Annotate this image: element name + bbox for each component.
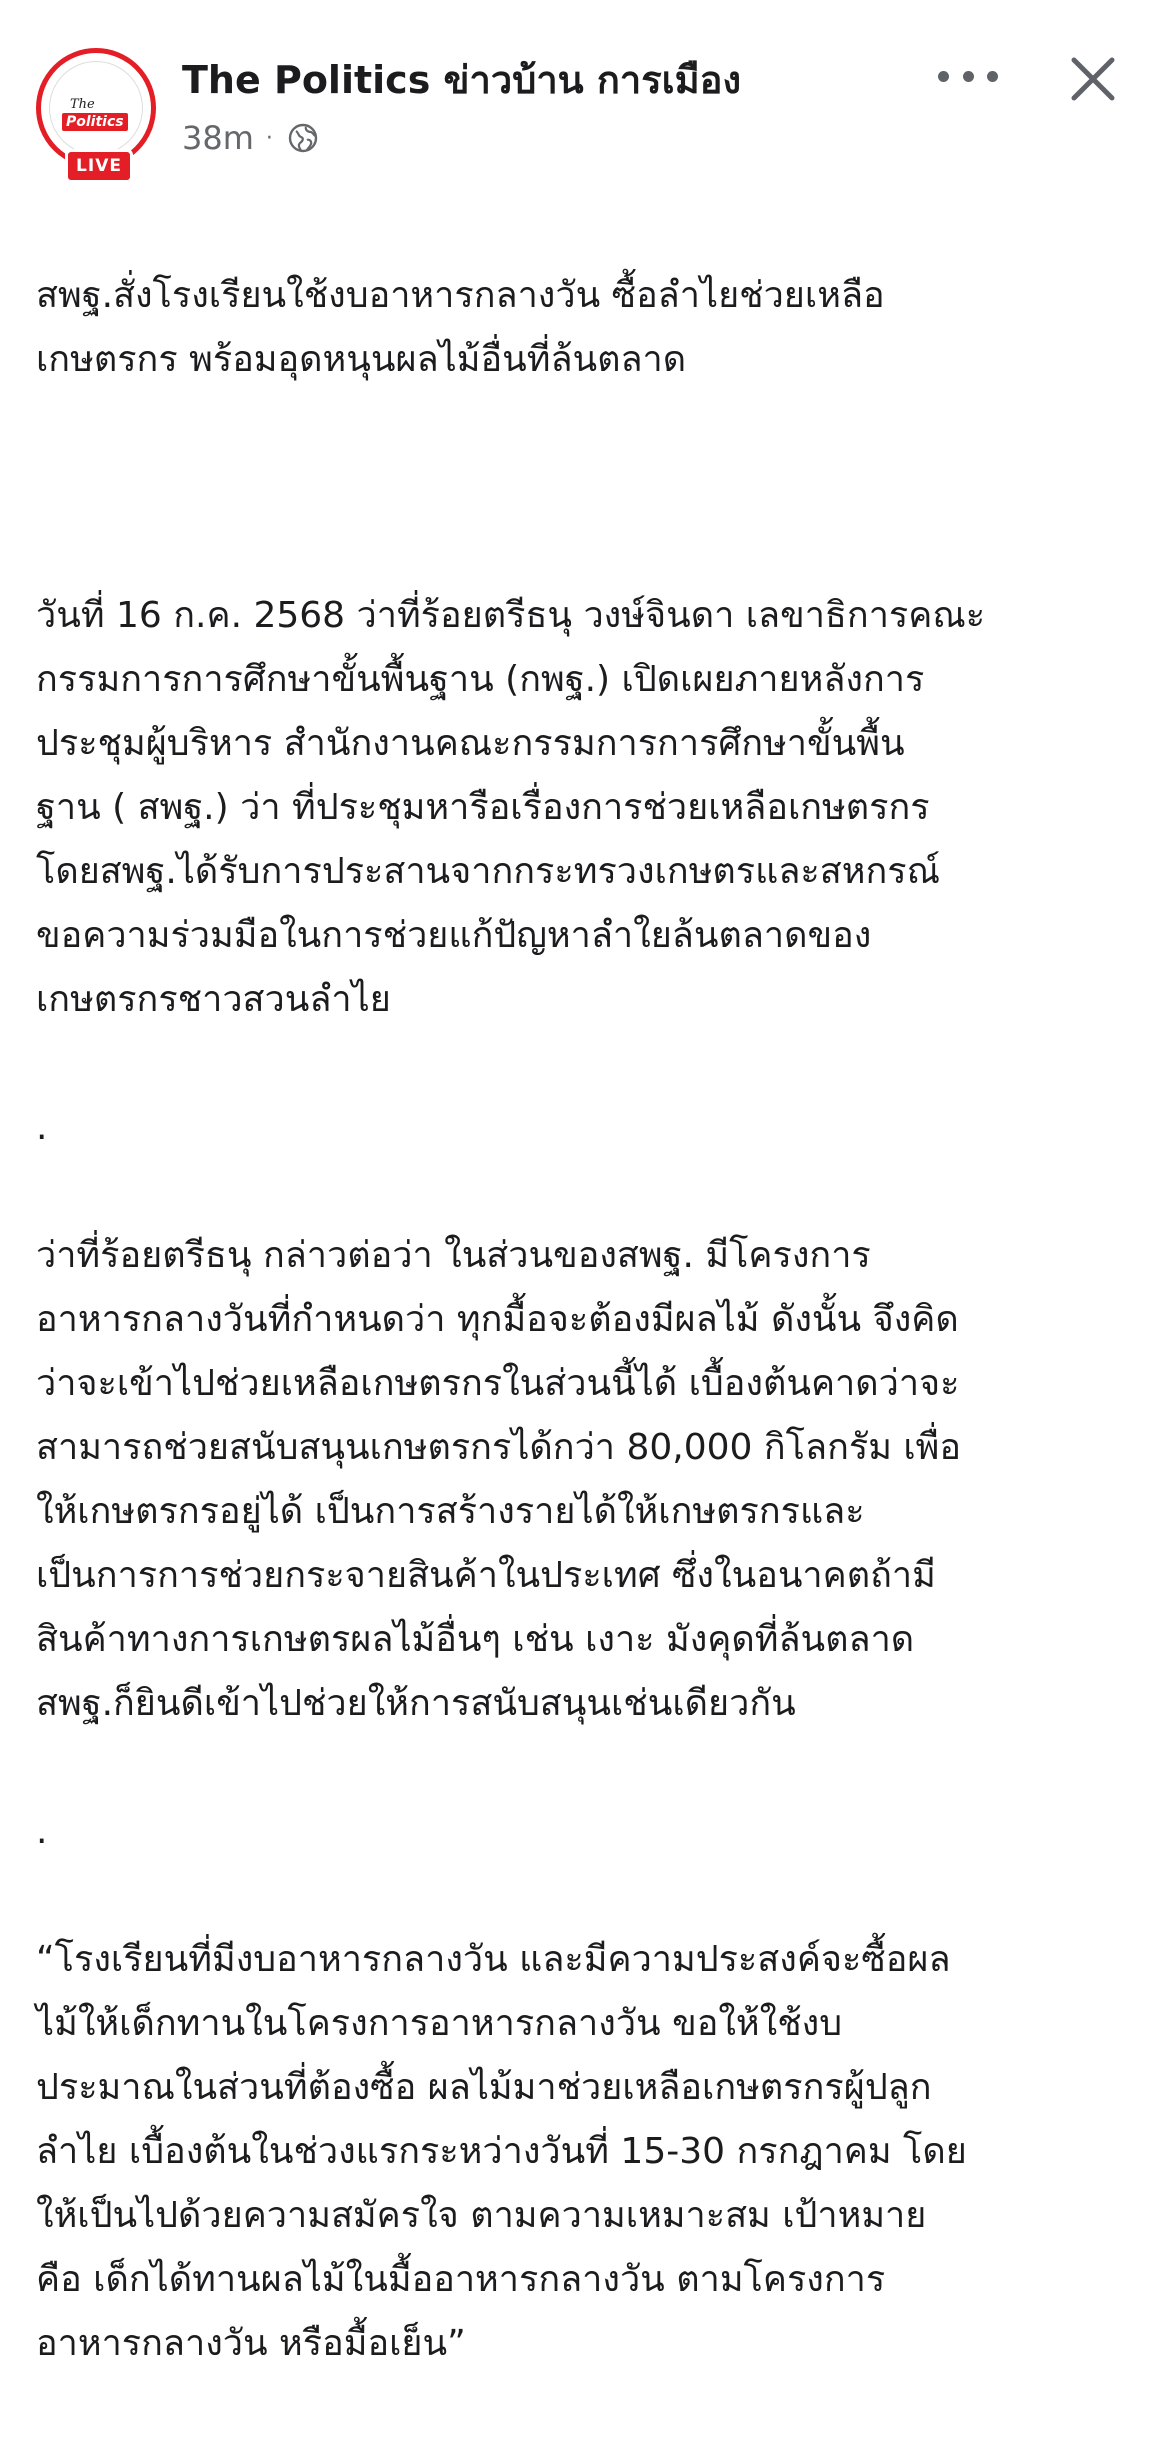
blank-line [36,456,1136,520]
close-icon[interactable] [1066,52,1120,106]
post-timestamp[interactable]: 38m [182,119,254,157]
more-dot [963,71,974,82]
live-badge: LIVE [65,149,133,183]
paragraph-separator-dot: . [36,1811,48,1852]
more-dot [987,71,998,82]
page-name-link[interactable]: The Politics ข่าวบ้าน การเมือง [182,58,742,102]
more-options-icon[interactable] [938,58,998,94]
post-body [36,200,1136,2440]
post-paragraph-2: ว่าที่ร้อยตรีธนุ กล่าวต่อว่า ในส่วนของสพฐ. มีโครงการ อาหารกลางวันที่กำหนดว่า ทุกมื้อจะต้องมีผลไม้ ดังนั้น จึงคิด ว่าจะเข้าไปช่วยเหลือเกษตรกรในส่วนนี้ได้ เบื้องต้นคาดว่าจะ สามารถช่วยสนับสนุนเกษตรกรได้กว่า 80,000 กิโลกรัม เพื่อ ให้เกษตรกรอยู่ได้ เป็นการสร้างรายได้ให้เกษตรกรและ เป็นการการช่วยกระจายสินค้าในประเทศ ซึ่งในอนาคตถ้ามี สินค้าทางการเกษตรผลไม้อื่นๆ เช่น เงาะ มังคุดที่ล้นตลาด สพฐ.ก็ยินดีเข้าไปช่วยให้การสนับสนุนเช่นเดียวกัน [36,1235,962,1724]
post-headline: สพฐ.สั่งโรงเรียนใช้งบอาหารกลางวัน ซื้อลำไยช่วยเหลือ เกษตรกร พร้อมอุดหนุนผลไม้อื่นที่ล้นตลาด [36,275,885,380]
post-quote: “โรงเรียนที่มีงบอาหารกลางวัน และมีความประสงค์จะซื้อผล ไม้ให้เด็กทานในโครงการอาหารกลางวัน ขอให้ใช้งบ ประมาณในส่วนที่ต้องซื้อ ผลไม้มาช่วยเหลือเกษตรกรผู้ปลูก ลำไย เบื้องต้นในช่วงแรกระหว่างวันที่ 15-30 กรกฎาคม โดย ให้เป็นไปด้วยความสมัครใจ ตามความเหมาะสม เป้าหมาย คือ เด็กได้ทานผลไม้ในมื้ออาหารกลางวัน ตามโครงการ อาหารกลางวัน หรือมื้อเย็น” [36,1939,967,2364]
post-meta [182,116,319,160]
more-dot [938,71,949,82]
avatar-logo-name: Politics [62,113,128,131]
paragraph-separator-dot: . [36,1107,48,1148]
page-avatar[interactable] [36,48,156,176]
globe-icon [287,122,319,154]
avatar-logo-the: The [70,97,95,112]
post-header [0,0,1170,180]
meta-separator: · [265,125,273,151]
avatar-logo [49,61,143,155]
post-paragraph-1: วันที่ 16 ก.ค. 2568 ว่าที่ร้อยตรีธนุ วงษ์จินดา เลขาธิการคณะ กรรมการการศึกษาขั้นพื้นฐาน (กพฐ.) เปิดเผยภายหลังการ ประชุมผู้บริหาร สำนักงานคณะกรรมการการศึกษาขั้นพื้น ฐาน ( สพฐ.) ว่า ที่ประชุมหารือเรื่องการช่วยเหลือเกษตรกร โดยสพฐ.ได้รับการประสานจากกระทรวงเกษตรและสหกรณ์ ขอความร่วมมือในการช่วยแก้ปัญหาลำใยล้นตลาดของ เกษตรกรชาวสวนลำไย [36,595,986,1020]
